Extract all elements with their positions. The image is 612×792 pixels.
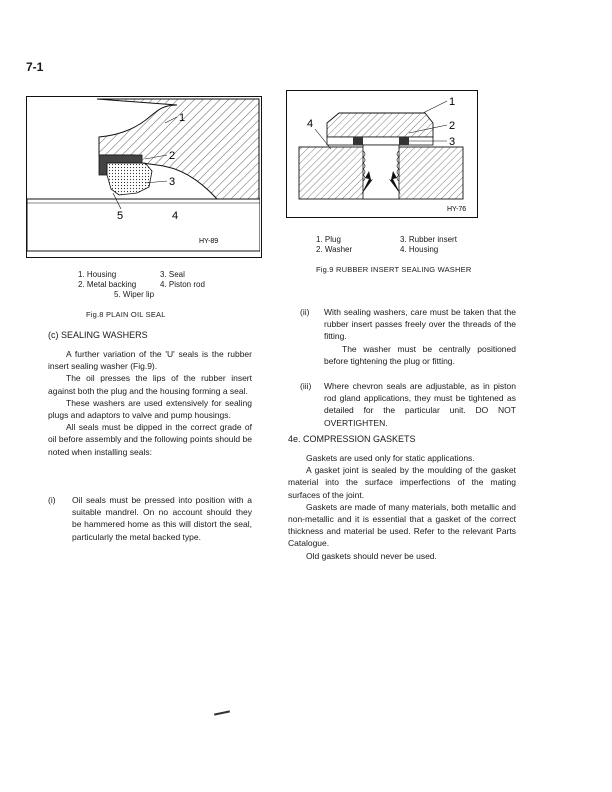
figure-9-legend xyxy=(316,235,496,255)
paragraph: A further variation of the 'U' seals is the rubber insert sealing washer (Fig.9). xyxy=(48,349,252,372)
paragraph: All seals must be dipped in the correct grade of oil before assembly and the following points should be noted when installing seals: xyxy=(48,422,252,457)
callout-4: 4 xyxy=(307,118,314,130)
figure-8-plain-oil-seal xyxy=(26,96,262,258)
legend-item: 3. Rubber insert xyxy=(400,235,457,244)
callout-2: 2 xyxy=(169,150,176,162)
callout-1: 1 xyxy=(179,112,186,124)
legend-item: 5. Wiper lip xyxy=(114,290,155,299)
rubber-insert xyxy=(399,137,409,145)
figure-label: HY-76 xyxy=(447,206,467,213)
rubber-insert xyxy=(353,137,363,145)
paragraph: Old gaskets should never be used. xyxy=(306,550,437,561)
figure-8-caption: Fig.8 PLAIN OIL SEAL xyxy=(86,310,166,319)
list-item-iii xyxy=(300,380,516,429)
figure-8-legend xyxy=(78,270,258,300)
figure-label: HY-89 xyxy=(199,238,219,245)
list-text xyxy=(324,306,516,367)
list-text: Where chevron seals are adjustable, as in piston rod gland applications, they must be tightened as detailed for the particular unit. DO NOT OVERTIGHTEN. xyxy=(324,381,516,428)
section-heading-compression-gaskets: 4e. COMPRESSION GASKETS xyxy=(288,434,416,444)
list-text-part: The washer must be centrally positioned before tightening the plug or fitting. xyxy=(324,343,516,366)
oil-seal-drawing xyxy=(27,97,260,256)
right-column-text xyxy=(288,452,516,562)
list-marker: (i) xyxy=(48,495,56,505)
legend-item: 1. Plug xyxy=(316,235,341,244)
legend-item: 2. Washer xyxy=(316,245,353,254)
seal-section xyxy=(107,163,152,195)
sealing-washer-drawing xyxy=(287,91,476,216)
scan-mark xyxy=(214,710,230,715)
list-marker: (iii) xyxy=(300,381,312,391)
callout-3: 3 xyxy=(449,136,456,148)
list-text: Oil seals must be pressed into position with a suitable mandrel. On no account should they be hammered home as this will distort the seal, particularly the metal backed type. xyxy=(72,495,252,542)
list-item-ii xyxy=(300,306,516,367)
paragraph: These washers are used extensively for sealing plugs and adaptors to valve and pump housings. xyxy=(48,397,252,421)
legend-item: 4. Piston rod xyxy=(160,280,205,289)
legend-item: 2. Metal backing xyxy=(78,280,137,289)
list-text-part: With sealing washers, care must be taken that the rubber insert passes freely over the threads of the fitting. xyxy=(324,307,516,342)
plug-section xyxy=(327,113,433,137)
figure-9-caption: Fig.9 RUBBER INSERT SEALING WASHER xyxy=(316,265,472,274)
figure-9-sealing-washer xyxy=(286,90,478,218)
page-number: 7-1 xyxy=(26,60,44,74)
callout-1: 1 xyxy=(449,96,456,108)
piston-rod xyxy=(27,199,260,251)
section-heading-sealing-washers: (c) SEALING WASHERS xyxy=(48,330,148,340)
legend-item: 3. Seal xyxy=(160,270,185,279)
legend-item: 4. Housing xyxy=(400,245,439,254)
list-item-i xyxy=(48,494,252,543)
callout-4: 4 xyxy=(172,210,179,222)
callout-5: 5 xyxy=(117,210,124,222)
left-column-text xyxy=(48,348,252,458)
legend-item: 1. Housing xyxy=(78,270,117,279)
callout-3: 3 xyxy=(169,176,176,188)
list-marker: (ii) xyxy=(300,307,310,317)
paragraph: The oil presses the lips of the rubber insert against both the plug and the housing forming a seal. xyxy=(48,373,252,396)
callout-2: 2 xyxy=(449,120,456,132)
paragraph: A gasket joint is sealed by the moulding of the gasket material into the surface imperfections of the mating surfaces of the joint. xyxy=(288,465,516,500)
paragraph: Gaskets are made of many materials, both metallic and non-metallic and it is essential that a gasket of the correct thickness and material be used. Refer to the relevant Parts Catalogue. xyxy=(288,501,516,549)
paragraph: Gaskets are used only for static applications. xyxy=(306,453,475,463)
